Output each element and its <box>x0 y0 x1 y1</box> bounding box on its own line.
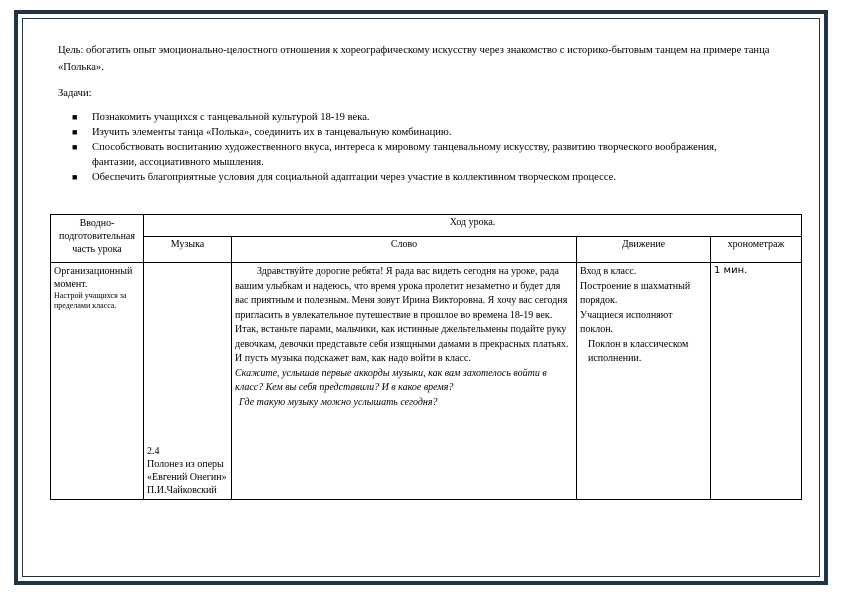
bullet-icon: ■ <box>72 142 78 152</box>
music-cell <box>144 263 232 500</box>
tasks-heading: Задачи: <box>58 88 92 99</box>
music-line: 2.4 <box>147 446 160 457</box>
movement-line: Построение в шахматный порядок. <box>580 280 691 306</box>
header-movement: Движение <box>577 237 711 263</box>
timing-cell: 1 мин. <box>711 263 802 500</box>
task-item: ■ Изучить элементы танца «Полька», соединить их в танцевальную комбинацию. <box>72 127 452 138</box>
word-question-text-2: Где такую музыку можно услышать сегодня? <box>239 396 438 408</box>
org-note: Настрой учащихся за пределами класса. <box>54 291 127 310</box>
task-item: ■ Способствовать воспитанию художественного вкуса, интереса к мировому танцевальному искусству, развитию творческого воображения, фантазии, ассоциативного мышления. <box>72 142 717 168</box>
movement-cell <box>577 263 711 500</box>
goal-text: Цель: обогатить опыт эмоционально-целостного отношения к хореографическому искусству через знакомство с историко-бытовым танцем на примере танца «Полька». <box>58 45 770 73</box>
word-question-text: Скажите, услышав первые аккорды музыки, как вам захотелось войти в класс? Кем вы себя представили? И в какое время? <box>235 367 547 393</box>
word-main-text: Здравствуйте дорогие ребята! Я рада вас видеть сегодня на уроке, рада вашим улыбкам и надеюсь, что время урока пролетит незаметно и будет для вас приятным и полезным. Меня зовут Ирина Викторовна. Я хочу вас сегодня пригласить в увлекательное путешествие в прошлое во времена 18-19 век. Итак, встаньте парами, мальчики, как истинные джельтельмены подайте руку девочкам, девочки представьте себя изящными дамами в прекрасных платьях. И пусть музыка подскажет вам, как надо войти в класс. <box>235 266 569 364</box>
music-line: «Евгений Онегин» <box>147 472 227 483</box>
task-item: ■ Обеспечить благоприятные условия для социальной адаптации через участие в коллективном творческом процессе. <box>72 172 617 183</box>
movement-line: Вход в класс. <box>580 266 637 277</box>
music-line: Полонез из оперы <box>147 459 224 470</box>
music-line: П.И.Чайковский <box>147 485 217 496</box>
header-intro: Вводно-подготовительная часть урока <box>51 215 144 263</box>
word-cell <box>232 263 577 500</box>
task-item: ■ Познакомить учащихся с танцевальной культурой 18-19 века. <box>72 112 370 123</box>
movement-line: Учащиеся исполняют поклон. <box>580 309 673 335</box>
lesson-table <box>50 214 802 500</box>
header-timing: хронометраж <box>711 237 802 263</box>
header-music: Музыка <box>144 237 232 263</box>
org-title: Организационный момент. <box>54 266 133 290</box>
bullet-icon: ■ <box>72 127 78 137</box>
tasks-list <box>58 110 758 185</box>
header-course: Ход урока. <box>144 215 802 237</box>
org-cell <box>51 263 144 500</box>
bullet-icon: ■ <box>72 112 78 122</box>
header-word: Слово <box>232 237 577 263</box>
bullet-icon: ■ <box>72 172 78 182</box>
movement-line: Поклон в классическом исполнении. <box>588 338 689 364</box>
